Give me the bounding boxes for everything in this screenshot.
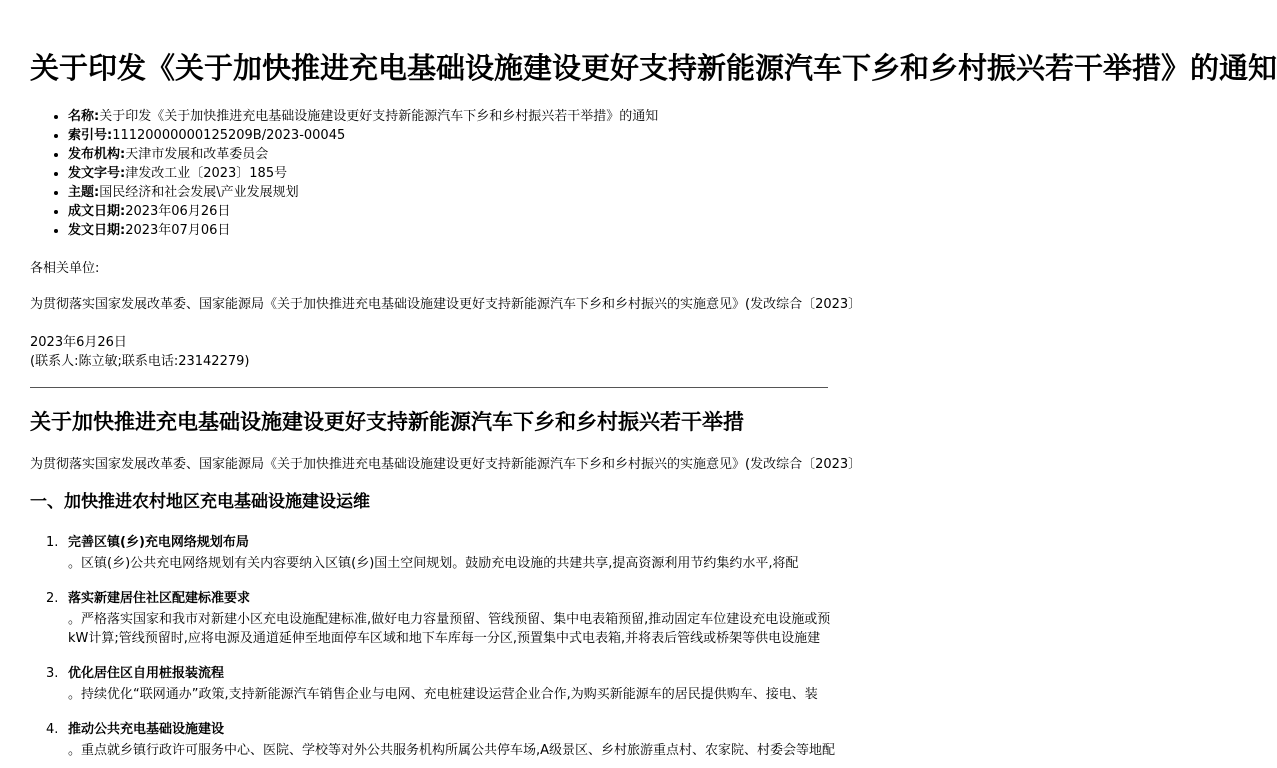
item-body [68,741,835,760]
meta-value: 关于印发《关于加快推进充电基础设施建设更好支持新能源汽车下乡和乡村振兴若干举措》的通知 [99,109,659,124]
item-title: 完善区镇(乡)充电网络规划布局 [68,535,249,550]
meta-label: 发文字号: [68,166,126,181]
item-body-line: 。区镇(乡)公共充电网络规划有关内容要纳入区镇(乡)国土空间规划。鼓励充电设施的共建共享,提高资源利用节约集约水平,将配 [68,556,799,571]
item-body [68,554,799,573]
item-body [68,610,830,648]
meta-item-publish-date [68,221,658,240]
meta-item-written-date [68,202,658,221]
meta-value: 津发改工业〔2023〕185号 [125,166,288,181]
attachment-title: 关于加快推进充电基础设施建设更好支持新能源汽车下乡和乡村振兴若干举措 [30,410,744,434]
section-heading: 一、加快推进农村地区充电基础设施建设运维 [30,492,370,512]
item-title: 优化居住区自用桩报装流程 [68,666,225,681]
item-title: 推动公共充电基础设施建设 [68,722,225,737]
meta-item-name [68,107,658,126]
item-title: 落实新建居住社区配建标准要求 [68,591,251,606]
document-title: 关于印发《关于加快推进充电基础设施建设更好支持新能源汽车下乡和乡村振兴若干举措》的通知 [30,51,1277,85]
meta-item-document-number [68,164,658,183]
meta-label: 成文日期: [68,204,126,219]
meta-value: 2023年07月06日 [125,223,231,238]
signature-date: 2023年6月26日 [30,335,127,350]
item-number: 4. [46,722,59,737]
item-body-line: 。严格落实国家和我市对新建小区充电设施配建标准,做好电力容量预留、管线预留、集中电表箱预留,推动固定车位建设充电设施或预 [68,612,831,627]
meta-label: 发文日期: [68,223,126,238]
meta-label: 名称: [68,109,100,124]
meta-value: 11120000000125209B/2023-00045 [112,128,346,143]
meta-value: 天津市发展和改革委员会 [125,147,269,162]
meta-item-publisher [68,145,658,164]
meta-value: 2023年06月26日 [125,204,231,219]
salutation: 各相关单位: [30,261,100,276]
item-number: 1. [46,535,59,550]
meta-label: 发布机构: [68,147,126,162]
contact-info: (联系人:陈立敏;联系电话:23142279) [30,354,250,369]
meta-label: 索引号: [68,128,113,143]
intro-paragraph: 为贯彻落实国家发展改革委、国家能源局《关于加快推进充电基础设施建设更好支持新能源汽车下乡和乡村振兴的实施意见》(发改综合〔2023〕 [30,297,862,312]
item-body-line: 。重点就乡镇行政许可服务中心、医院、学校等对外公共服务机构所属公共停车场,A级景区、乡村旅游重点村、农家院、村委会等地配 [68,743,836,758]
item-body-line: kW计算;管线预留时,应将电源及通道延伸至地面停车区域和地下车库每一分区,预置集中式电表箱,并将表后管线或桥架等供电设施建 [68,631,821,646]
attachment-intro-paragraph: 为贯彻落实国家发展改革委、国家能源局《关于加快推进充电基础设施建设更好支持新能源汽车下乡和乡村振兴的实施意见》(发改综合〔2023〕 [30,457,862,472]
item-number: 3. [46,666,59,681]
item-body-line: 。持续优化“联网通办”政策,支持新能源汽车销售企业与电网、充电桩建设运营企业合作,为购买新能源车的居民提供购车、接电、装 [68,687,818,702]
meta-value: 国民经济和社会发展\产业发展规划 [99,185,299,200]
meta-label: 主题: [68,185,100,200]
meta-item-topic [68,183,658,202]
document-metadata-list [30,107,658,240]
section-divider [30,387,828,388]
item-body [68,685,818,704]
document-page [30,0,1277,768]
item-number: 2. [46,591,59,606]
meta-item-index-number [68,126,658,145]
